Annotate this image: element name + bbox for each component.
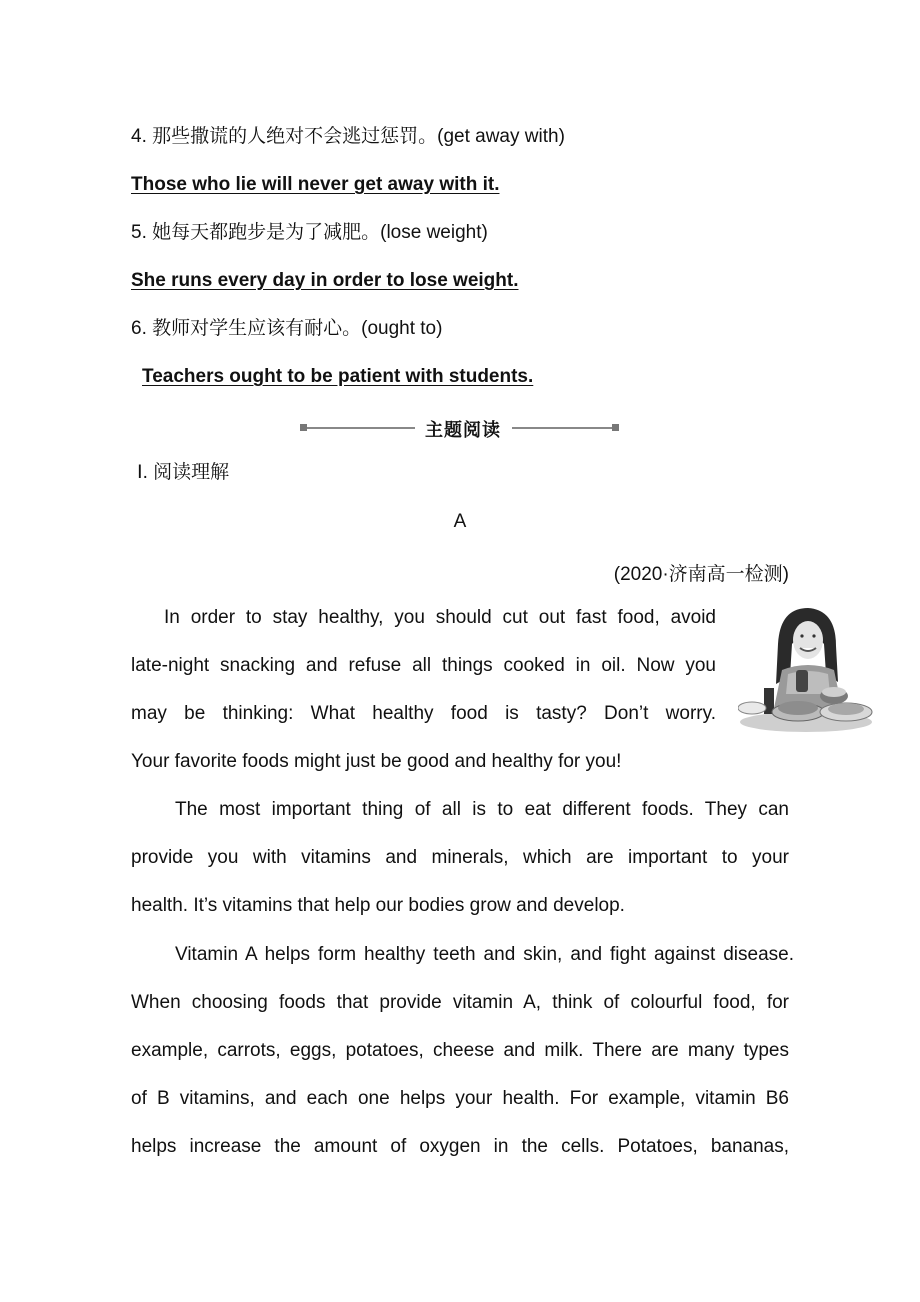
passage-line: The most important thing of all is to eat different foods. They can — [175, 799, 789, 820]
divider-dot-left — [300, 424, 307, 431]
divider-bar-right — [512, 427, 612, 429]
divider-bar-left — [307, 427, 415, 429]
passage-line: Your favorite foods might just be good and healthy for you! — [131, 751, 622, 772]
subheading: Ⅰ. 阅读理解 — [137, 462, 230, 483]
passage-line: may be thinking: What healthy food is tasty? Don’t worry. — [131, 703, 716, 724]
passage-label: A — [453, 511, 467, 532]
answer-4: Those who lie will never get away with it. — [131, 174, 500, 195]
question-6: 6. 教师对学生应该有耐心。(ought to) — [131, 318, 443, 339]
passage-line: In order to stay healthy, you should cut out fast food, avoid — [164, 607, 716, 628]
question-5: 5. 她每天都跑步是为了减肥。(lose weight) — [131, 222, 488, 243]
passage-line: example, carrots, eggs, potatoes, cheese and milk. There are many types — [131, 1040, 789, 1061]
passage-source: (2020·济南高一检测) — [613, 564, 789, 585]
passage-line: late-night snacking and refuse all things cooked in oil. Now you — [131, 655, 716, 676]
passage-line: provide you with vitamins and minerals, which are important to your — [131, 847, 789, 868]
section-divider — [300, 416, 620, 440]
passage-line: health. It’s vitamins that help our bodies grow and develop. — [131, 895, 625, 916]
answer-6: Teachers ought to be patient with students. — [142, 366, 534, 387]
passage-line: Vitamin A helps form healthy teeth and skin, and fight against disease. — [175, 944, 794, 965]
divider-dot-right — [612, 424, 619, 431]
section-title: 主题阅读 — [425, 420, 501, 440]
woman-with-food-photo — [738, 604, 874, 734]
passage-line: helps increase the amount of oxygen in the cells. Potatoes, bananas, — [131, 1136, 789, 1157]
passage-line: When choosing foods that provide vitamin A, think of colourful food, for — [131, 992, 789, 1013]
question-4: 4. 那些撒谎的人绝对不会逃过惩罚。(get away with) — [131, 126, 565, 147]
answer-5: She runs every day in order to lose weight. — [131, 270, 519, 291]
passage-line: of B vitamins, and each one helps your health. For example, vitamin B6 — [131, 1088, 789, 1109]
